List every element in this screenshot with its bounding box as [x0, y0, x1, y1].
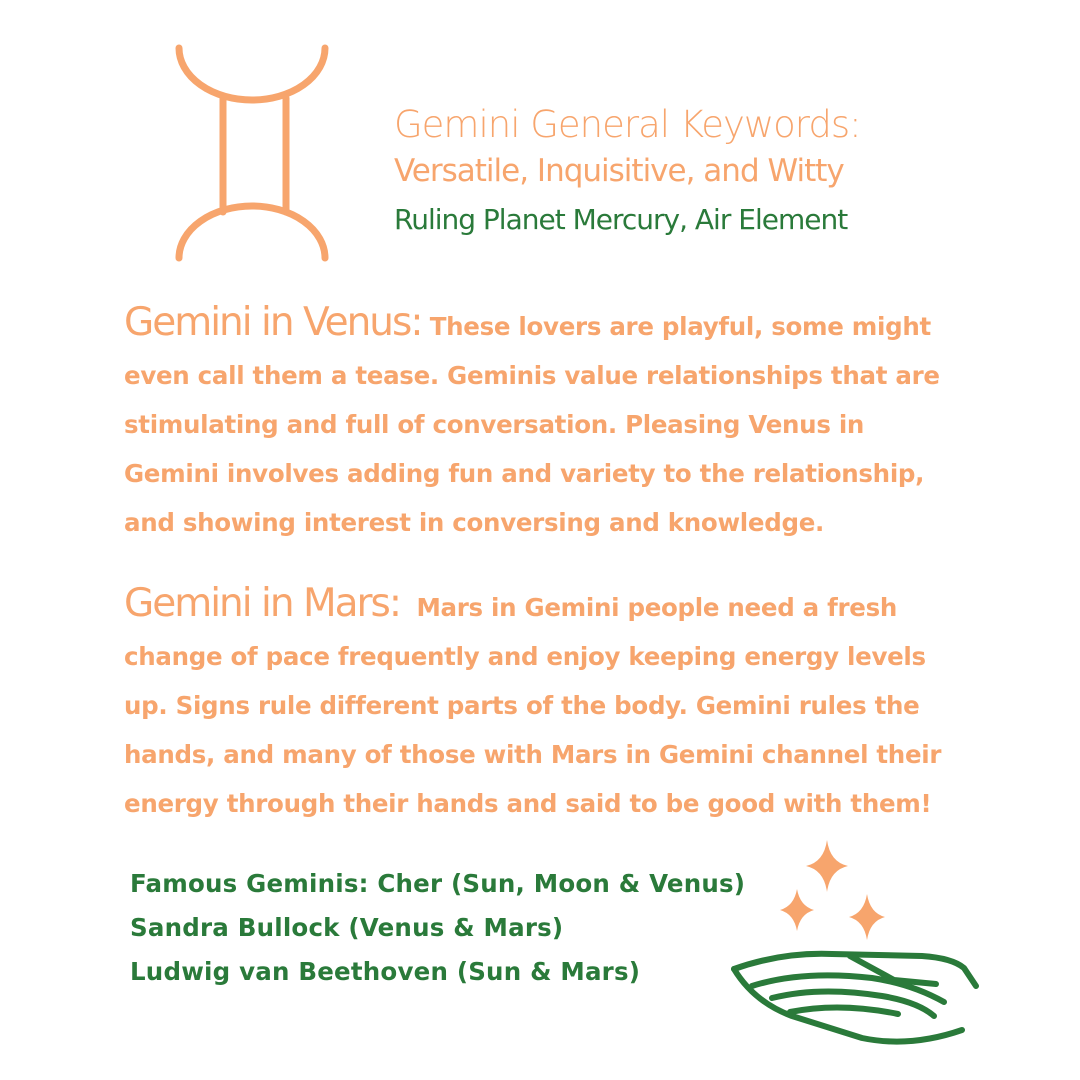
- gemini-sign-icon: [172, 44, 332, 262]
- venus-paragraph: [124, 302, 954, 547]
- famous-geminis: [130, 862, 745, 994]
- famous-line: Sandra Bullock (Venus & Mars): [130, 913, 564, 942]
- keywords-header: [394, 100, 861, 248]
- famous-line: Ludwig van Beethoven (Sun & Mars): [130, 957, 641, 986]
- venus-heading: Gemini in Venus:: [124, 300, 422, 345]
- hand-with-sparkles-icon: [722, 834, 992, 1054]
- sparkle-icon: [780, 889, 814, 931]
- ruling-planet-line: Ruling Planet Mercury, Air Element: [394, 203, 848, 236]
- sparkle-icon: [849, 894, 885, 940]
- sparkle-icon: [806, 840, 848, 892]
- keywords-traits: Versatile, Inquisitive, and Witty: [394, 153, 844, 189]
- famous-line: Famous Geminis: Cher (Sun, Moon & Venus): [130, 869, 746, 898]
- venus-body: These lovers are playful, some might even call them a tease. Geminis value relationships that are stimulating and full of conversation. Pleasing Venus in Gemini involves adding fun and variety to the relationship, and showing interest in conversing and knowledge.: [124, 312, 940, 537]
- mars-body: Mars in Gemini people need a fresh change of pace frequently and enjoy keeping energy levels up. Signs rule different parts of the body. Gemini rules the hands, and many of those with Mars in Gemini channel their energy through their hands and said to be good with them!: [124, 593, 942, 818]
- mars-paragraph: [124, 583, 954, 828]
- mars-heading: Gemini in Mars:: [124, 581, 400, 626]
- keywords-title: Gemini General Keywords:: [394, 103, 861, 146]
